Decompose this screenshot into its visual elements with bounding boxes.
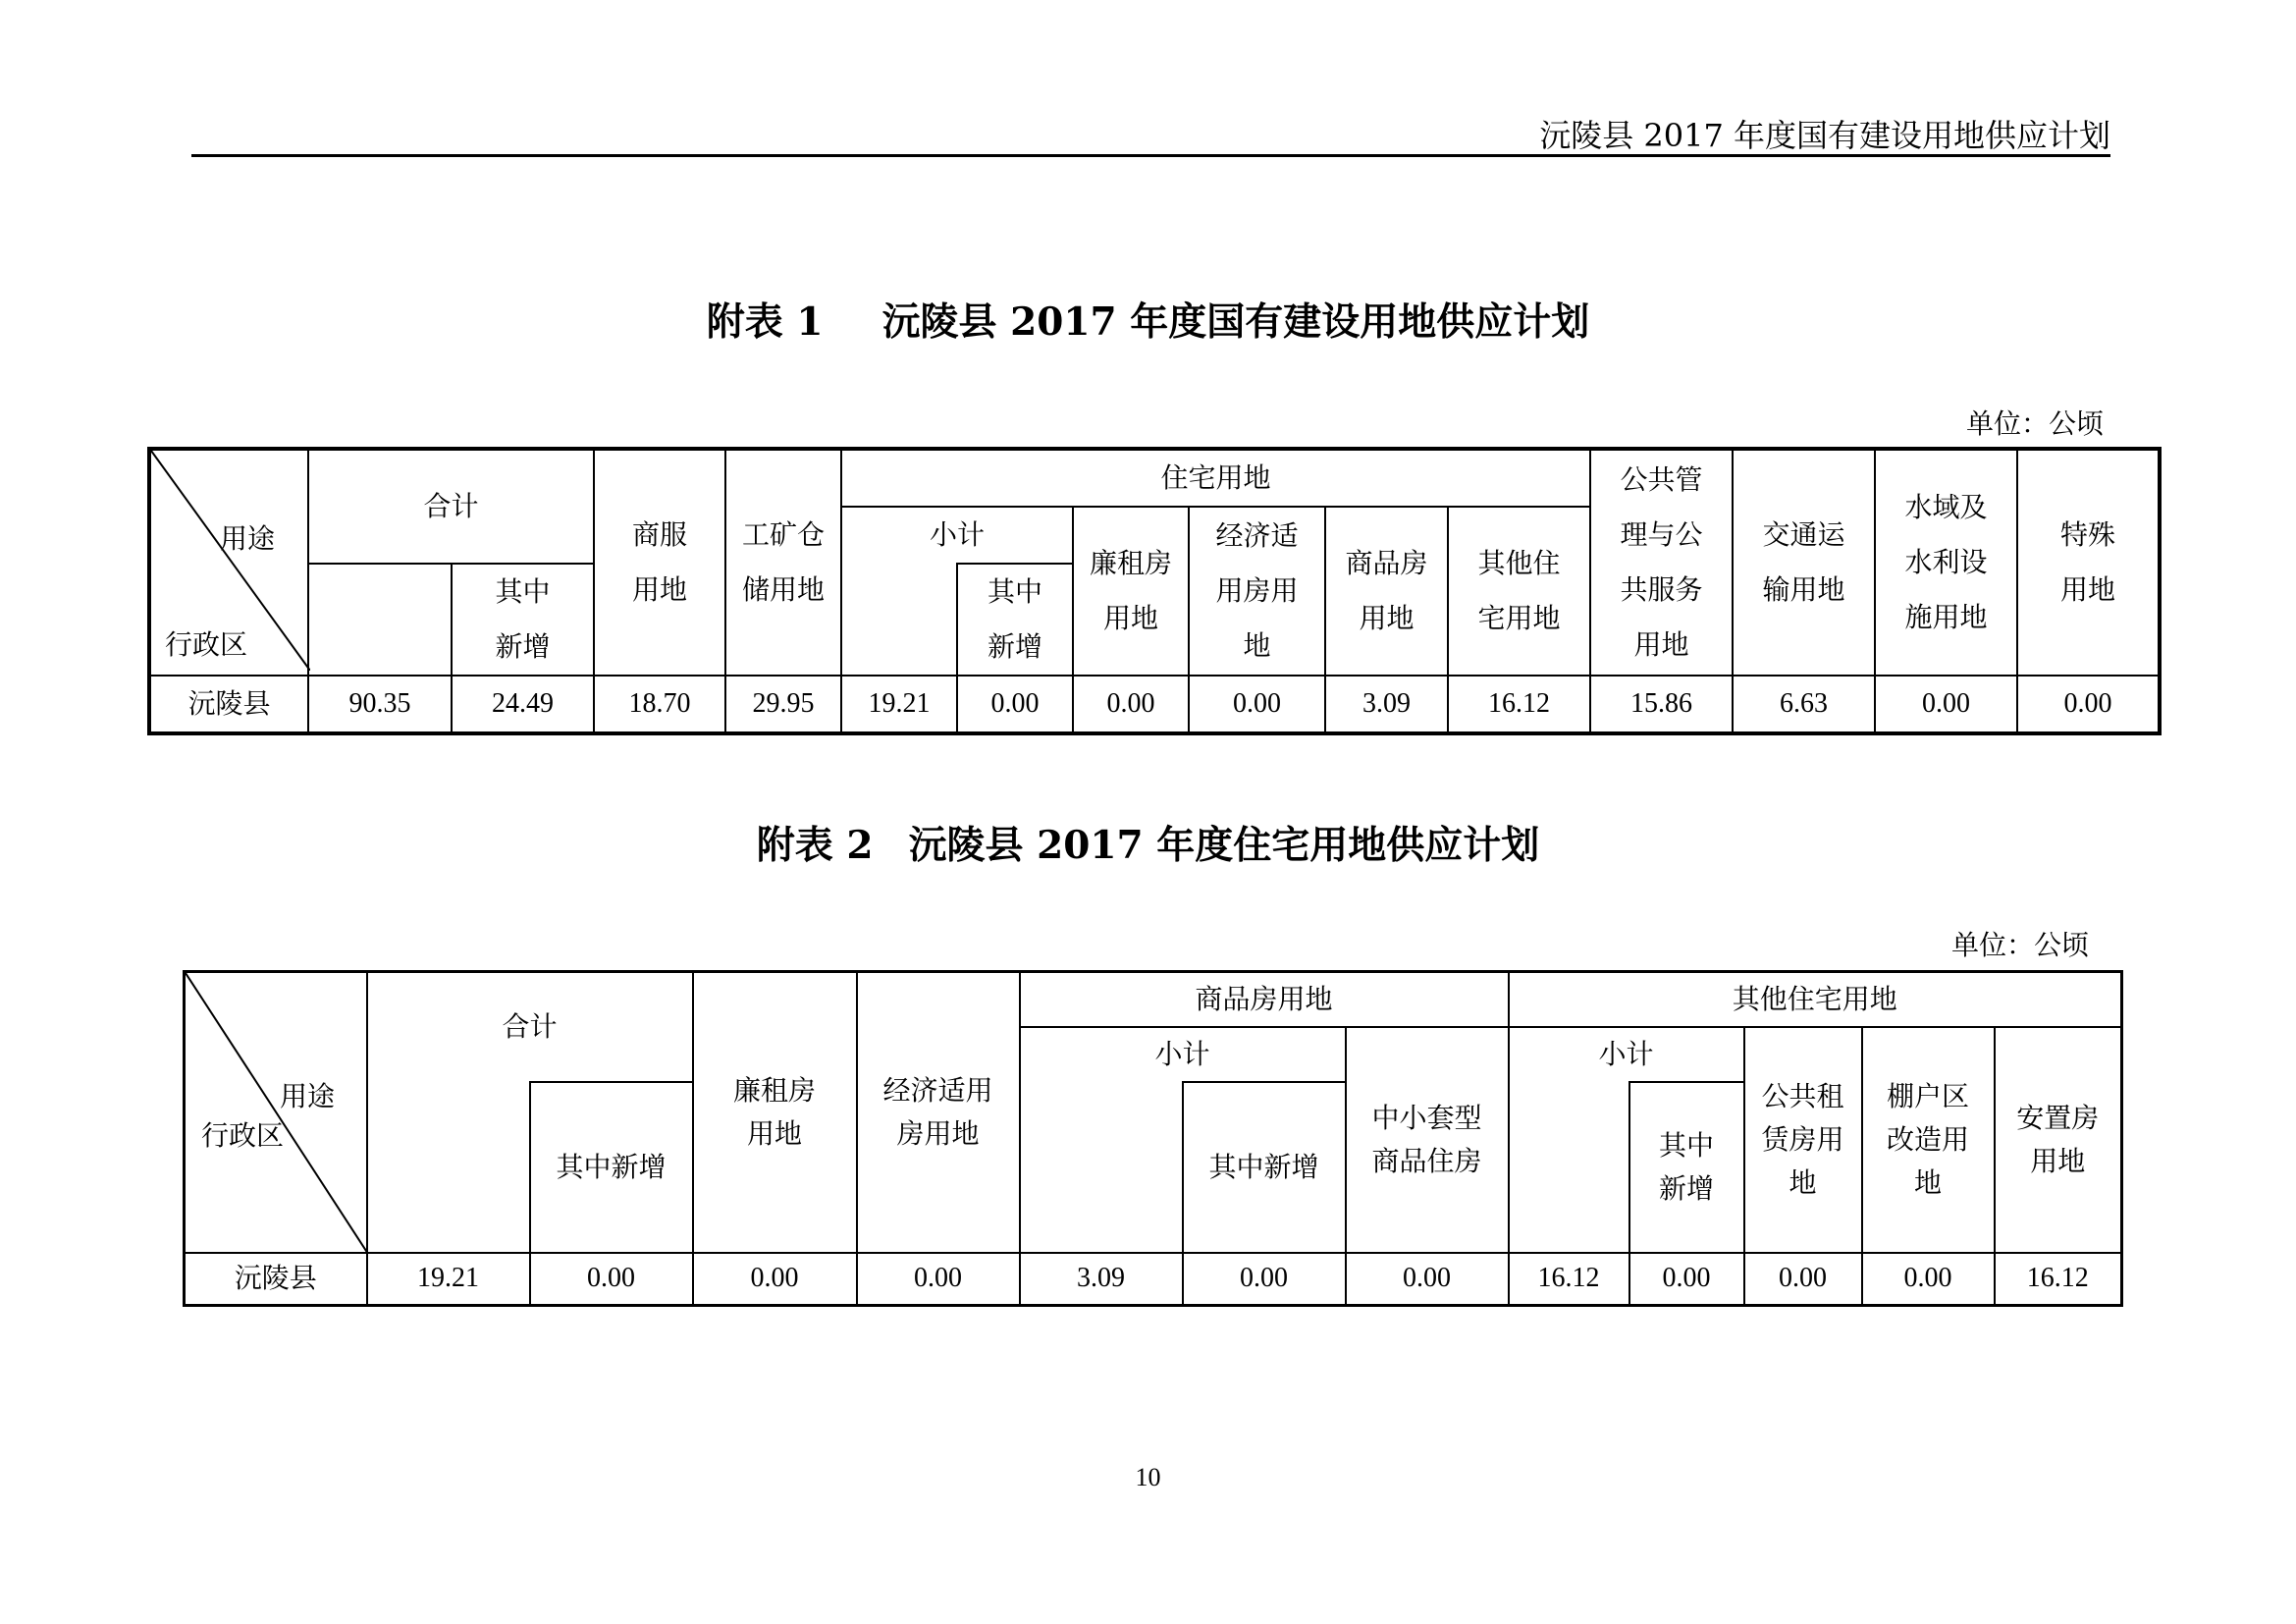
table2-header-low-rent-text: 廉租房用地 [732, 1073, 816, 1150]
table2-cell-low-rent: 0.00 [693, 1253, 857, 1306]
table2-cell-small-medium: 0.00 [1346, 1253, 1509, 1306]
table1-cell-res-new: 0.00 [957, 676, 1073, 733]
table2-cell-oth-subtotal: 16.12 [1509, 1253, 1629, 1306]
table2-cell-oth-new: 0.00 [1629, 1253, 1744, 1306]
table2-header-oth-new-text: 其中新增 [1658, 1128, 1714, 1205]
table1-cell-total: 90.35 [308, 676, 452, 733]
table1-header-low-rent-text: 廉租房用地 [1089, 547, 1172, 634]
table1-header-commodity [1325, 507, 1448, 676]
table2-title [0, 823, 2296, 868]
table1-header-affordable [1189, 507, 1325, 676]
table2-cell-total: 19.21 [367, 1253, 530, 1306]
table2-header-resettle [1995, 1027, 2122, 1253]
running-header: 沅陵县 2017 年度国有建设用地供应计划 [1539, 117, 2110, 154]
table1-header-water-text: 水域及水利设施用地 [1904, 491, 1988, 633]
table1-title [0, 299, 2296, 345]
table2-oth-subtotal-spacer [1509, 1082, 1629, 1253]
table2-header-shanty [1862, 1027, 1995, 1253]
table1-cell-special: 0.00 [2017, 676, 2160, 733]
table1-row-region: 沅陵县 [149, 676, 308, 733]
table1-header-transport [1733, 449, 1875, 676]
table1-header-public [1590, 449, 1733, 676]
table2-header-affordable [857, 972, 1020, 1253]
table1-total-spacer [308, 564, 452, 676]
table1-header-res-subtotal: 小计 [841, 507, 1073, 564]
table1-res-subtotal-spacer [841, 564, 957, 676]
table2-cell-resettle: 16.12 [1995, 1253, 2122, 1306]
table1-header-special [2017, 449, 2160, 676]
table1-header-commodity-text: 商品房用地 [1345, 547, 1428, 634]
table1-corner-bottom-label: 行政区 [165, 628, 248, 661]
table1-cell-other-res: 16.12 [1448, 676, 1590, 733]
table2-header-com-subtotal: 小计 [1020, 1027, 1346, 1082]
table2-cell-affordable: 0.00 [857, 1253, 1020, 1306]
table2-header-com-new: 其中新增 [1183, 1082, 1346, 1253]
table2-header-shanty-text: 棚户区改造用地 [1886, 1079, 1969, 1199]
table2-header-public-rental [1744, 1027, 1862, 1253]
table2-corner-cell [185, 972, 367, 1253]
table2-cell-com-subtotal: 3.09 [1020, 1253, 1183, 1306]
table1-header-public-text: 公共管理与公共服务用地 [1620, 463, 1703, 661]
table2-total-spacer [367, 1082, 530, 1253]
table1-header-affordable-text: 经济适用房用地 [1215, 519, 1299, 662]
table1-header-total: 合计 [308, 449, 594, 564]
table2-cell-total-new: 0.00 [530, 1253, 693, 1306]
table1-header-water [1875, 449, 2017, 676]
table1-title-label: 附表 1 [706, 299, 824, 345]
table2-header-total-new: 其中新增 [530, 1082, 693, 1253]
table-row [185, 1253, 2122, 1306]
table1-header-total-new-text: 其中新增 [495, 575, 551, 663]
table2-header-oth-new [1629, 1082, 1744, 1253]
table2-header-commodity: 商品房用地 [1020, 972, 1509, 1027]
table2-cell-com-new: 0.00 [1183, 1253, 1346, 1306]
table1-header-transport-text: 交通运输用地 [1762, 518, 1845, 606]
table1-cell-industrial: 29.95 [725, 676, 841, 733]
table2-cell-public-rental: 0.00 [1744, 1253, 1862, 1306]
table2-header-low-rent [693, 972, 857, 1253]
table1-cell-transport: 6.63 [1733, 676, 1875, 733]
table1-header-total-new [452, 564, 594, 676]
table1-header-res-new-text: 其中新增 [987, 575, 1042, 663]
table1-header-special-text: 特殊用地 [2059, 518, 2115, 606]
table1-cell-public: 15.86 [1590, 676, 1733, 733]
table2-header-total: 合计 [367, 972, 693, 1082]
table2-row-region: 沅陵县 [185, 1253, 367, 1306]
table1-cell-commodity: 3.09 [1325, 676, 1448, 733]
table1-title-text: 沅陵县 2017 年度国有建设用地供应计划 [881, 299, 1590, 345]
table2-title-label: 附表 2 [756, 823, 874, 868]
table1-cell-low-rent: 0.00 [1073, 676, 1189, 733]
table2-corner-diagonal [186, 973, 368, 1254]
table2-corner-top-label: 用途 [280, 1080, 336, 1112]
table1-cell-affordable: 0.00 [1189, 676, 1325, 733]
table1-header-other-res-text: 其他住宅用地 [1477, 547, 1561, 634]
table1-unit-note: 单位：公顷 [1965, 407, 2104, 440]
table2-header-small-medium-text: 中小套型商品住房 [1371, 1101, 1482, 1177]
table2-com-subtotal-spacer [1020, 1082, 1183, 1253]
table1-cell-total-new: 24.49 [452, 676, 594, 733]
table1-header-industrial [725, 449, 841, 676]
table1-header-res-new [957, 564, 1073, 676]
table2-corner-bottom-label: 行政区 [201, 1119, 285, 1152]
table1-header-commercial-text: 商服用地 [631, 518, 687, 606]
header-rule [191, 154, 2110, 157]
table1 [147, 447, 2162, 735]
table1-cell-res-subtotal: 19.21 [841, 676, 957, 733]
page-number: 10 [1135, 1463, 1161, 1491]
table2 [183, 970, 2123, 1307]
table1-corner-cell [149, 449, 308, 676]
table2-header-affordable-text: 经济适用房用地 [882, 1073, 993, 1150]
table1-header-residential: 住宅用地 [841, 449, 1590, 507]
table2-header-other-res: 其他住宅用地 [1509, 972, 2122, 1027]
table1-cell-water: 0.00 [1875, 676, 2017, 733]
table2-header-public-rental-text: 公共租赁房用地 [1761, 1079, 1844, 1199]
table1-corner-top-label: 用途 [220, 522, 276, 555]
table1-header-commercial [594, 449, 725, 676]
table2-header-resettle-text: 安置房用地 [2016, 1101, 2100, 1177]
table1-header-low-rent [1073, 507, 1189, 676]
table2-cell-shanty: 0.00 [1862, 1253, 1995, 1306]
table2-header-oth-subtotal: 小计 [1509, 1027, 1744, 1082]
table2-unit-note: 单位：公顷 [1950, 929, 2089, 961]
table1-header-other-res [1448, 507, 1590, 676]
table1-header-industrial-text: 工矿仓储用地 [741, 518, 825, 606]
table2-title-text: 沅陵县 2017 年度住宅用地供应计划 [908, 823, 1540, 868]
table-row [149, 676, 2160, 733]
table1-cell-commercial: 18.70 [594, 676, 725, 733]
table2-header-small-medium [1346, 1027, 1509, 1253]
